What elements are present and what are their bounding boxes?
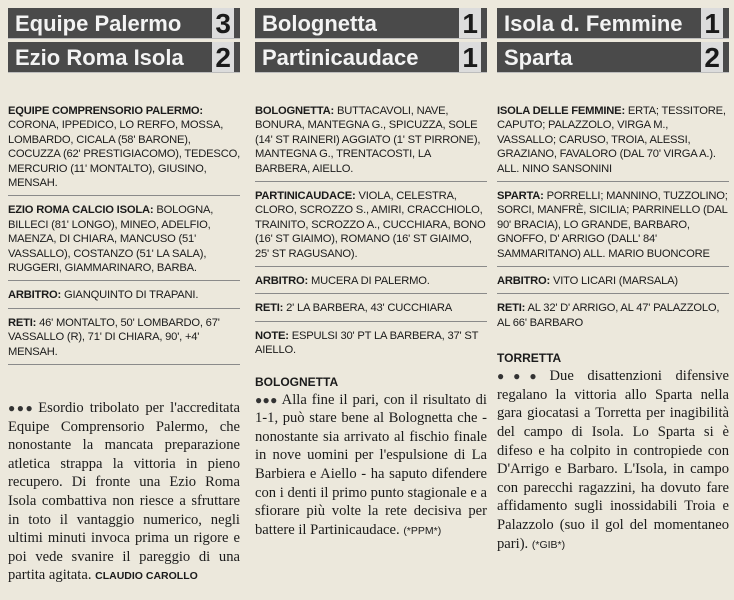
referee: ARBITRO: VITO LICARI (MARSALA) xyxy=(497,272,729,294)
team-name: Isola d. Femmine xyxy=(504,11,683,36)
author: CLAUDIO CAROLLO xyxy=(95,570,198,583)
team-name: Sparta xyxy=(504,45,573,70)
team-score: 2 xyxy=(212,42,234,73)
article-text: ●●● Esordio tribolato per l'accreditata Equipe Comprensorio Palermo, che nonostante la mancata preparazione atletica strappa la vittoria in pieno recupero. Di fronte una Ezio Roma Isola combattiva non riesce a sfruttare in toto il vantaggio numerico, negli ultimi minuti invoca prima un rigore e poi vede svanire il pareggio di una partita agitata. CLAUDIO CAROLLO xyxy=(8,400,241,584)
goals: RETI: 2' LA BARBERA, 43' CUCCHIARA xyxy=(255,299,487,321)
lineup-away: EZIO ROMA CALCIO ISOLA: BOLOGNA, BILLECI (81' LONGO), MINEO, ADELFIO, MAENZA, DI CHIARA, MANCUSO (51' VASSALLO), COSTANZO (51' LA SALA), RUGGERI, GIAMMARINARO, BARBA. xyxy=(8,201,240,281)
team-name: Equipe Palermo xyxy=(15,11,182,36)
team-score: 1 xyxy=(459,42,481,73)
goals: RETI: 46' MONTALTO, 50' LOMBARDO, 67' VASSALLO (R), 71' DI CHIARA, 90', +4' MENSAH. xyxy=(8,314,240,365)
team-bar-home xyxy=(255,8,487,39)
article-text: ●●● Due disattenzioni difensive regalano la vittoria allo Sparta nella gara giocatasi a Torretta per inagibilità del campo di Isola. Lo Sparta si è difeso e ha colpito in contropiede con D'Arrigo e Barbaro. L'Isola, in campo con parecchi ragazzini, ha dovuto fare affidamento sugli inossidabili Troia e Palazzolo (suo il gol del momentaneo pari). (*GIB*) xyxy=(497,368,729,552)
lineup-home: EQUIPE COMPRENSORIO PALERMO: CORONA, IPPEDICO, LO RERFO, MOSSA, LOMBARDO, CICALA (58' BARONE), COCUZZA (62' PRESTIGIACOMO), TEDESCO, MERCURIO (11' MONTALTO), GIUSINO, MENSAH. xyxy=(8,102,240,196)
match-column-1 xyxy=(8,8,240,586)
lineup-home: BOLOGNETTA: BUTTACAVOLI, NAVE, BONURA, MANTEGNA G., SPICUZZA, SOLE (14' ST RAINERI) AGGIATO (1' ST PIRRONE), MANTEGNA G., TRENTACOSTI, LA BARBERA, AIELLO. xyxy=(255,102,487,182)
bullet-dots-icon: ●●● xyxy=(255,392,278,407)
dateline: TORRETTA xyxy=(497,351,562,366)
team-name: Ezio Roma Isola xyxy=(15,45,184,70)
lineup-away: SPARTA: PORRELLI; MANNINO, TUZZOLINO; SORCI, MANFRÈ, SICILIA; PARRINELLO (DAL 90' BRACIA), LO GRANDE, BARBARO, GNOFFO, D' ARRIGO (DALL' 84' SAMMARITANO) ALL. MARIO BUONCORE xyxy=(497,187,729,267)
goals: RETI: AL 32' D' ARRIGO, AL 47' PALAZZOLO, AL 66' BARBARO xyxy=(497,302,720,329)
match-column-3 xyxy=(497,8,729,554)
signature: (*GIB*) xyxy=(531,538,566,551)
article-text: ●●● Alla fine il pari, con il risultato di 1-1, può stare bene al Bolognetta che - nonostante sia arrivato al fischio finale in nove uomini per l'espulsione di La Barbiera e Aiello - ha saputo difendere con i denti il primo punto stagionale e a sfiorare più volte la rete decisiva per battere il Partinicaudace. (*PPM*) xyxy=(255,391,487,538)
lineup-away: PARTINICAUDACE: VIOLA, CELESTRA, CLORO, SCROZZO S., AMIRI, CRACCHIOLO, TRAINITO, SCROZZO A., CUCCHIARA, BONO (16' ST GIAIMO), ROMANO (16' ST GIAIMO, 25' ST RAGUSANO). xyxy=(255,187,487,267)
team-score: 1 xyxy=(459,8,481,39)
team-score: 1 xyxy=(701,8,723,39)
team-bar-away xyxy=(8,42,240,73)
team-name: Partinicaudace xyxy=(262,45,419,70)
signature: (*PPM*) xyxy=(403,524,442,537)
match-column-2 xyxy=(255,8,487,540)
referee: ARBITRO: GIANQUINTO DI TRAPANI. xyxy=(8,286,240,308)
team-bar-home xyxy=(497,8,729,39)
team-bar-away xyxy=(497,42,729,73)
dateline: BOLOGNETTA xyxy=(255,374,339,389)
team-score: 3 xyxy=(212,8,234,39)
team-bar-home xyxy=(8,8,240,39)
lineup-home: ISOLA DELLE FEMMINE: ERTA; TESSITORE, CAPUTO; PALAZZOLO, VIRGA M., VASSALLO; CARUSO, TROIA, ALESSI, GRAZIANO, FAVALORO (DAL 70' VIRGA A.). ALL. NINO SANSONINI xyxy=(497,102,729,182)
referee: ARBITRO: MUCERA DI PALERMO. xyxy=(255,272,487,294)
bullet-dots-icon: ●●● xyxy=(8,401,35,416)
team-bar-away xyxy=(255,42,487,73)
team-name: Bolognetta xyxy=(262,11,377,36)
team-score: 2 xyxy=(701,42,723,73)
bullet-dots-icon: ●●● xyxy=(497,369,546,384)
notes: NOTE: ESPULSI 30' PT LA BARBERA, 37' ST AIELLO. xyxy=(255,329,479,357)
